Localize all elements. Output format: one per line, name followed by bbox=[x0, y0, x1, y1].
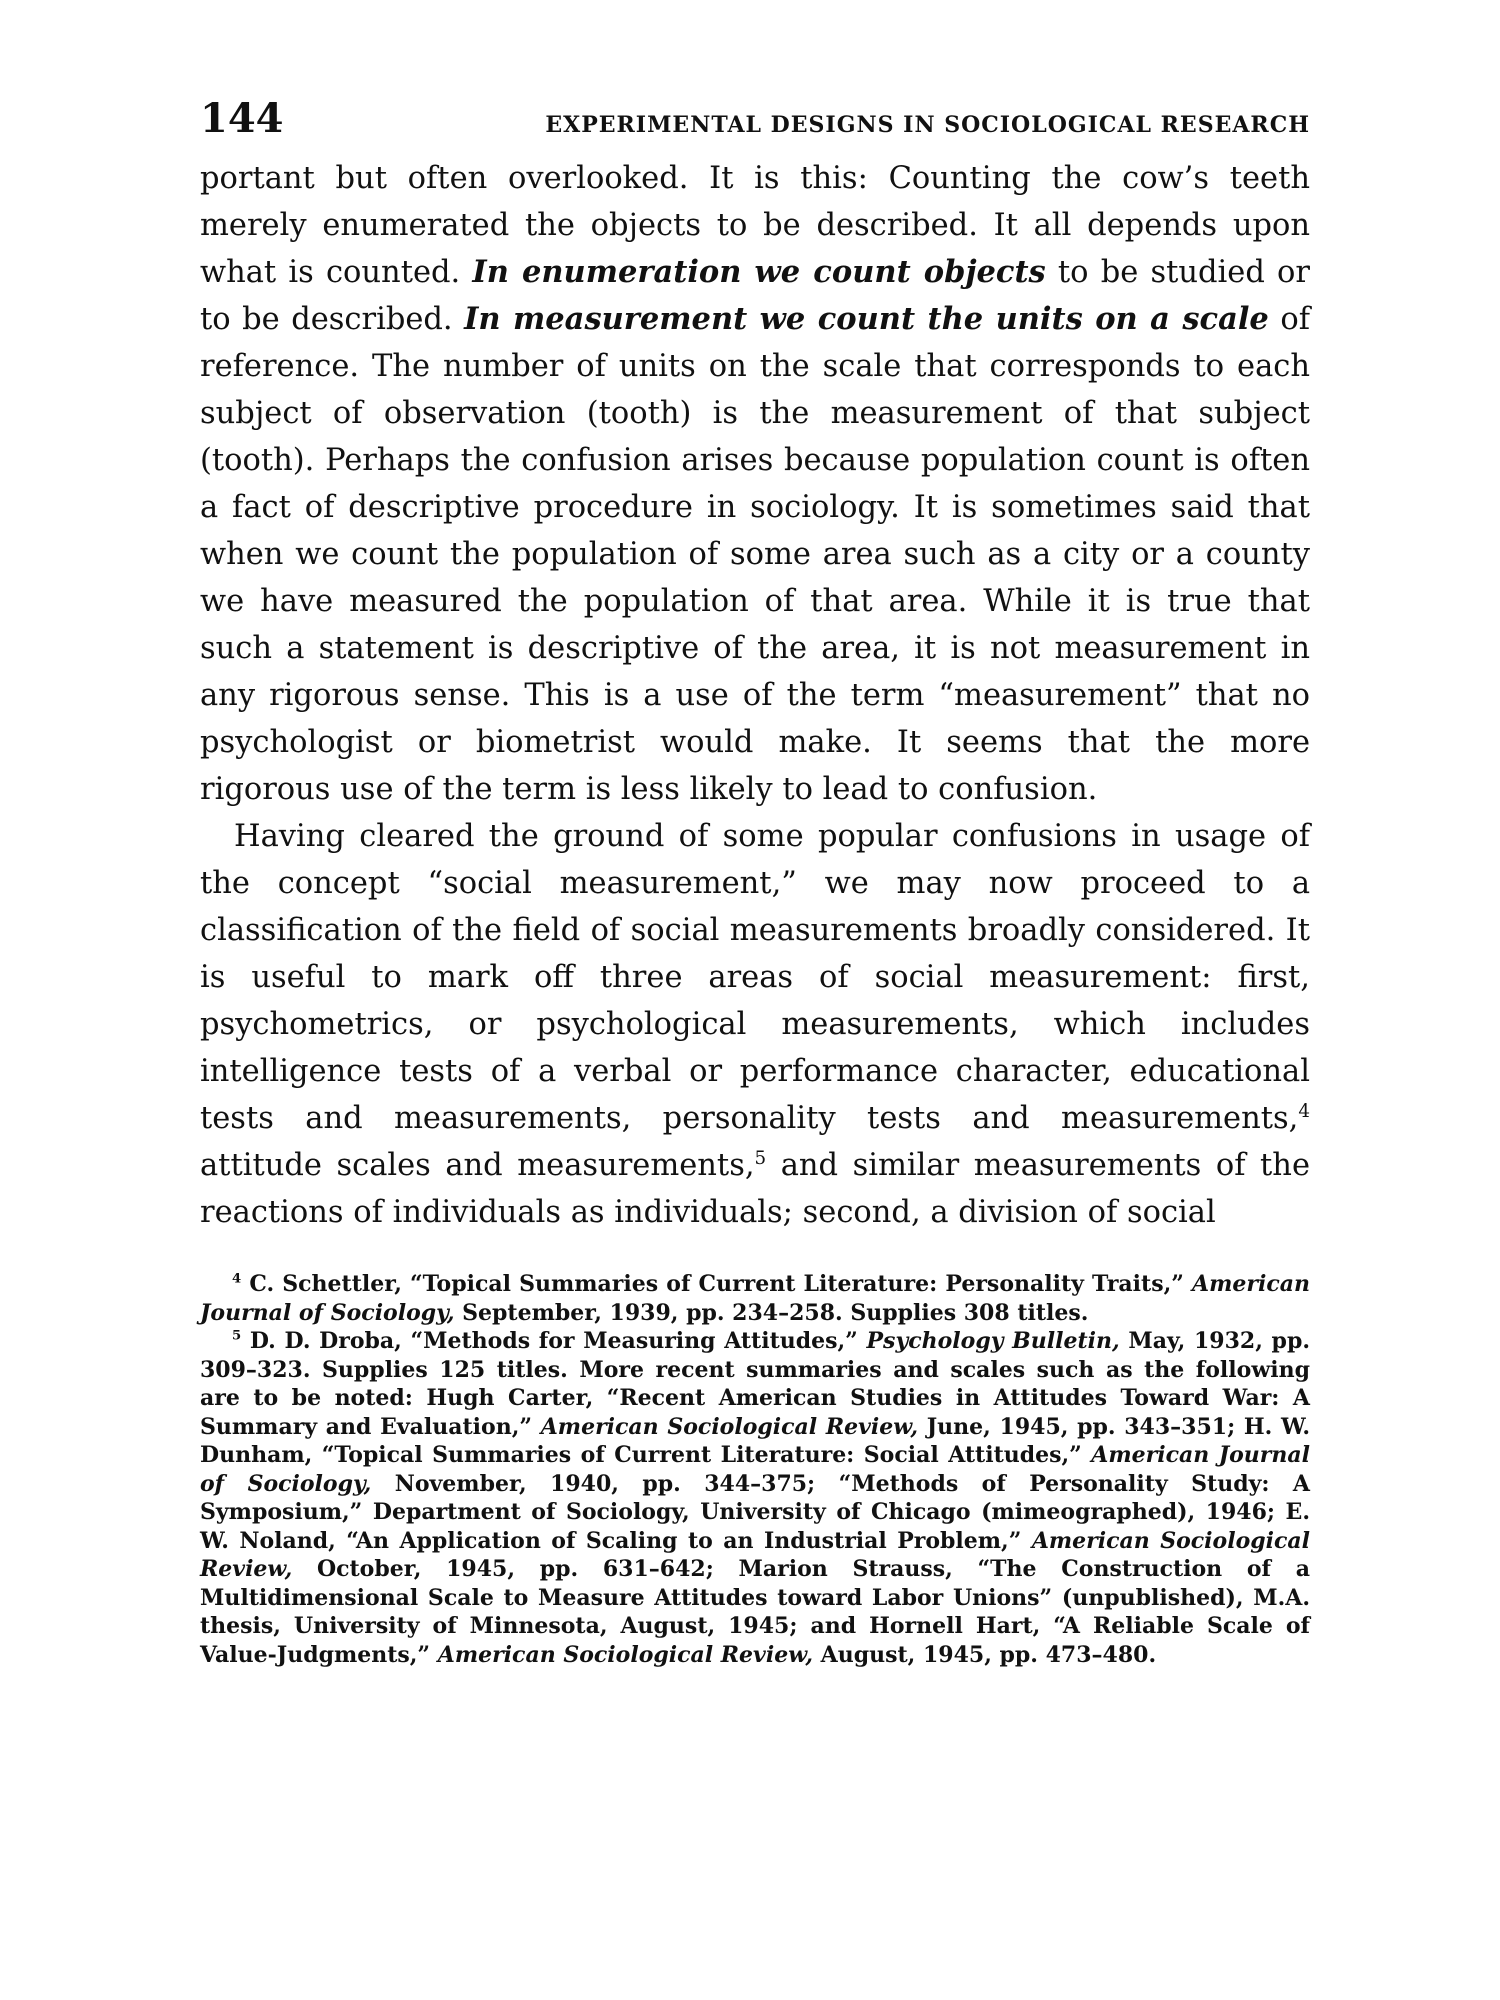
emphasis-text: In measurement we count the units on a scale bbox=[464, 301, 1269, 337]
paragraph bbox=[200, 813, 1310, 1236]
text-run: August, 1945, pp. 473–480. bbox=[813, 1641, 1157, 1668]
paragraph bbox=[200, 155, 1310, 813]
footnote-ref: 4 bbox=[1298, 1100, 1310, 1122]
text-run: C. Schettler, “Topical Summaries of Current Literature: Personality Traits,” bbox=[241, 1271, 1193, 1297]
footnote-mark: 5 bbox=[232, 1328, 242, 1344]
text-run: to be studied or to be described. bbox=[200, 255, 1310, 337]
text-run: portant but often overlooked. It is this: Counting the cow’s teeth merely enumerated the objects to be described. It all depends upon what is counted. bbox=[200, 161, 1310, 290]
text-run: Having cleared the ground of some popular confusions in usage of the concept “social measurement,” we may now proceed to a classification of the field of social measurements broadly considered. It is useful to mark off three areas of social measurement: first, psychometrics, or psychological measurements, which includes intelligence tests of a verbal or performance character, educational tests and measurements, personality tests and measurements, bbox=[200, 819, 1310, 1136]
text-run: October, 1945, pp. 631–642; Marion Strauss, “The Construction of a Multidimensional Scale to Measure Attitudes toward Labor Unions” (unpublished), M.A. thesis, University of Minnesota, August, 1945; and Hornell Hart, “A Reliable Scale of Value-Judgments,” bbox=[200, 1556, 1310, 1668]
journal-title: American Journal of Sociology, bbox=[200, 1442, 1310, 1497]
text-run: November, 1940, pp. 344–375; “Methods of Personality Study: A Symposium,” Department of Sociology, University of Chicago (mimeographed), 1946; E. W. Noland, “An Application of Scaling to an Industrial Problem,” bbox=[200, 1470, 1310, 1554]
page-header bbox=[200, 95, 1310, 155]
footnote-mark: 4 bbox=[232, 1271, 242, 1287]
journal-title: American Sociological Review, bbox=[200, 1527, 1310, 1582]
journal-title: American Journal of Sociology, bbox=[200, 1271, 1310, 1326]
running-head: EXPERIMENTAL DESIGNS IN SOCIOLOGICAL RESEARCH bbox=[545, 112, 1310, 138]
text-run: and similar measurements of the reactions of individuals as individuals; second, a division of social bbox=[200, 1148, 1310, 1230]
text-run: September, 1939, pp. 234–258. Supplies 308 titles. bbox=[454, 1299, 1089, 1326]
text-run: June, 1945, pp. 343–351; H. W. Dunham, “Topical Summaries of Current Literature: Social Attitudes,” bbox=[200, 1413, 1310, 1468]
text-run: May, 1932, pp. 309–323. Supplies 125 titles. More recent summaries and scales such as the following are to be noted: Hugh Carter, “Recent American Studies in Attitudes Toward War: A Summary and Evaluation,” bbox=[200, 1328, 1310, 1440]
footnote-5 bbox=[200, 1327, 1310, 1669]
book-page bbox=[200, 95, 1310, 1669]
footnotes bbox=[200, 1270, 1310, 1669]
text-run: of reference. The number of units on the scale that corresponds to each subject of observation (tooth) is the measurement of that subject (tooth). Perhaps the confusion arises because population count is often a fact of descriptive procedure in sociology. It is sometimes said that when we count the population of some area such as a city or a county we have measured the population of that area. While it is true that such a statement is descriptive of the area, it is not measurement in any rigorous sense. This is a use of the term “measurement” that no psychologist or biometrist would make. It seems that the more rigorous use of the term is less likely to lead to confusion. bbox=[200, 302, 1310, 807]
page-number: 144 bbox=[200, 95, 284, 142]
journal-title: Psychology Bulletin, bbox=[866, 1328, 1120, 1354]
body-text bbox=[200, 155, 1310, 1236]
journal-title: American Sociological Review, bbox=[540, 1413, 919, 1440]
text-run: attitude scales and measurements, bbox=[200, 1148, 755, 1183]
text-run: D. D. Droba, “Methods for Measuring Attitudes,” bbox=[241, 1328, 867, 1354]
journal-title: American Sociological Review, bbox=[437, 1641, 813, 1668]
footnote-4 bbox=[200, 1270, 1310, 1327]
footnote-ref: 5 bbox=[754, 1147, 767, 1169]
emphasis-text: In enumeration we count objects bbox=[472, 254, 1046, 290]
